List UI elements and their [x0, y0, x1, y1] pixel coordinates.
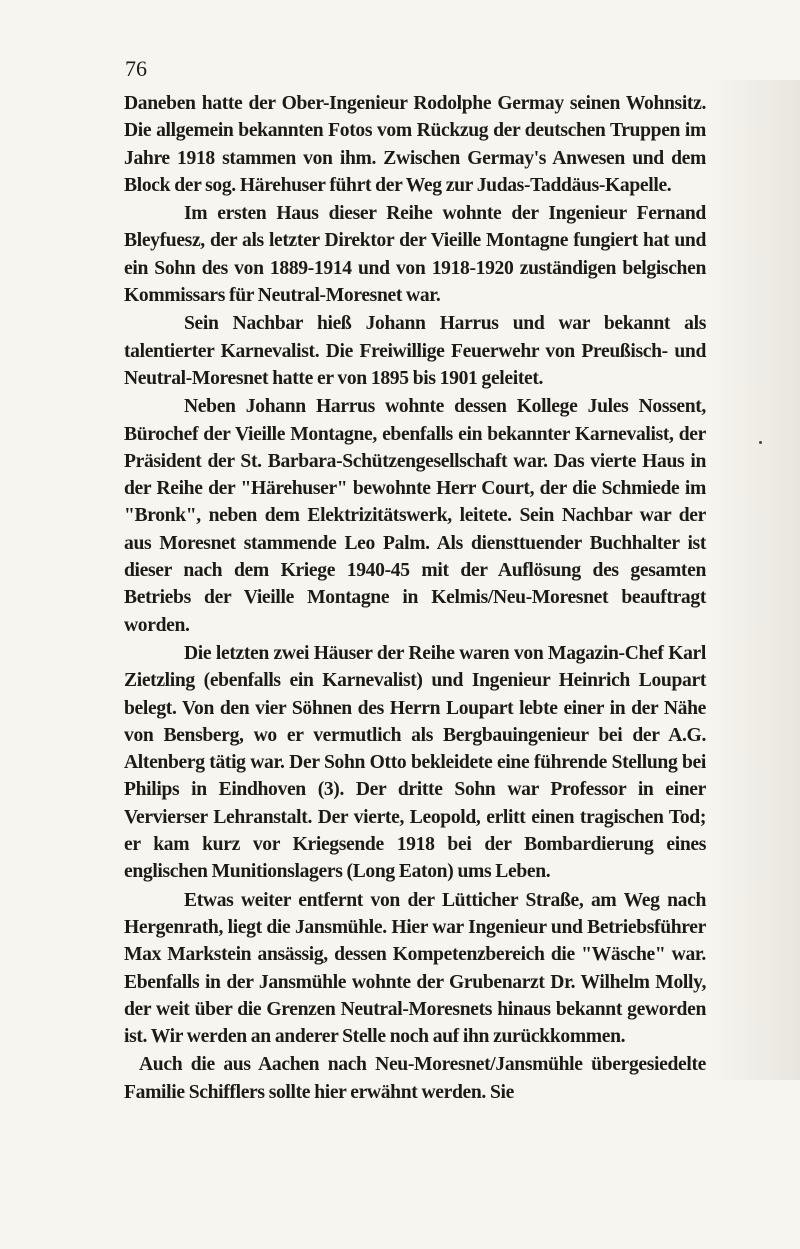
paragraph-nossent: Neben Johann Harrus wohnte dessen Kollege Jules Nossent, Bürochef der Vieille Montagne, ebenfalls ein bekannter Karnevalist, der Präsident der St. Barbara-Schützengesellschaft war. Das vierte Haus in der Reihe der "Härehuser" bewohnte Herr Court, der die Schmiede im "Bronk", neben dem Elektrizitätswerk, leitete. Sein Nachbar war der aus Moresnet stammende Leo Palm. Als diensttuender Buchhalter ist dieser nach dem Kriege 1940-45 mit der Auflösung des gesamten Betriebs der Vieille Montagne in Kelmis/Neu-Moresnet beauftragt worden. — [124, 396, 706, 636]
paragraph-bleyfuesz: Im ersten Haus dieser Reihe wohnte der Ingenieur Fernand Bleyfuesz, der als letzter Direktor der Vieille Montagne fungiert hat und ein Sohn des von 1889-1914 und von 1918-1920 zuständigen belgischen Kommissars für Neutral-Moresnet war. — [124, 203, 706, 307]
paragraph-jansmuehle: Etwas weiter entfernt von der Lütticher Straße, am Weg nach Hergenrath, liegt die Jansmühle. Hier war Ingenieur und Betriebsführer Max Markstein ansässig, dessen Kompetenzbereich die "Wäsche" war. Ebenfalls in der Jansmühle wohnte der Grubenarzt Dr. Wilhelm Molly, der weit über die Grenzen Neutral-Moresnets hinaus bekannt geworden ist. Wir werden an anderer Stelle noch auf ihn zurückkommen. — [124, 889, 706, 1048]
paragraph-germay: Daneben hatte der Ober-Ingenieur Rodolphe Germay seinen Wohnsitz. Die allgemein bekannten Fotos vom Rückzug der deutschen Truppen im Jahre 1918 stammen von ihm. Zwischen Germay's Anwesen und dem Block der sog. Härehuser führt der Weg zur Judas-Taddäus-Kapelle. — [124, 93, 706, 196]
page-number: 76 — [125, 56, 147, 81]
paragraph-schifflers: Auch die aus Aachen nach Neu-Moresnet/Jansmühle übergesiedelte Familie Schifflers sollte hier erwähnt werden. Sie — [124, 1054, 706, 1103]
paragraph-loupart: Die letzten zwei Häuser der Reihe waren von Magazin-Chef Karl Zietzling (ebenfalls ein Karnevalist) und Ingenieur Heinrich Loupart belegt. Von den vier Söhnen des Herrn Loupart lebte einer in der Nähe von Bensberg, wo er vermutlich als Bergbauingenieur bei der A.G. Altenberg tätig war. Der Sohn Otto bekleidete eine führende Stellung bei Philips in Eindhoven (3). Der dritte Sohn war Professor in einer Vervierser Lehranstalt. Der vierte, Leopold, erlitt einen tragischen Tod; er kam kurz vor Kriegsende 1918 bei der Bombardierung eines englischen Munitionslagers (Long Eaton) ums Leben. — [124, 642, 706, 883]
ink-speck — [759, 441, 762, 444]
paragraph-harrus: Sein Nachbar hieß Johann Harrus und war bekannt als talentierter Karnevalist. Die Freiwillige Feuerwehr von Preußisch- und Neutral-Moresnet hatte er von 1895 bis 1901 geleitet. — [124, 313, 706, 389]
body-text — [124, 90, 706, 1107]
page-bleed-shadow — [708, 80, 800, 1080]
